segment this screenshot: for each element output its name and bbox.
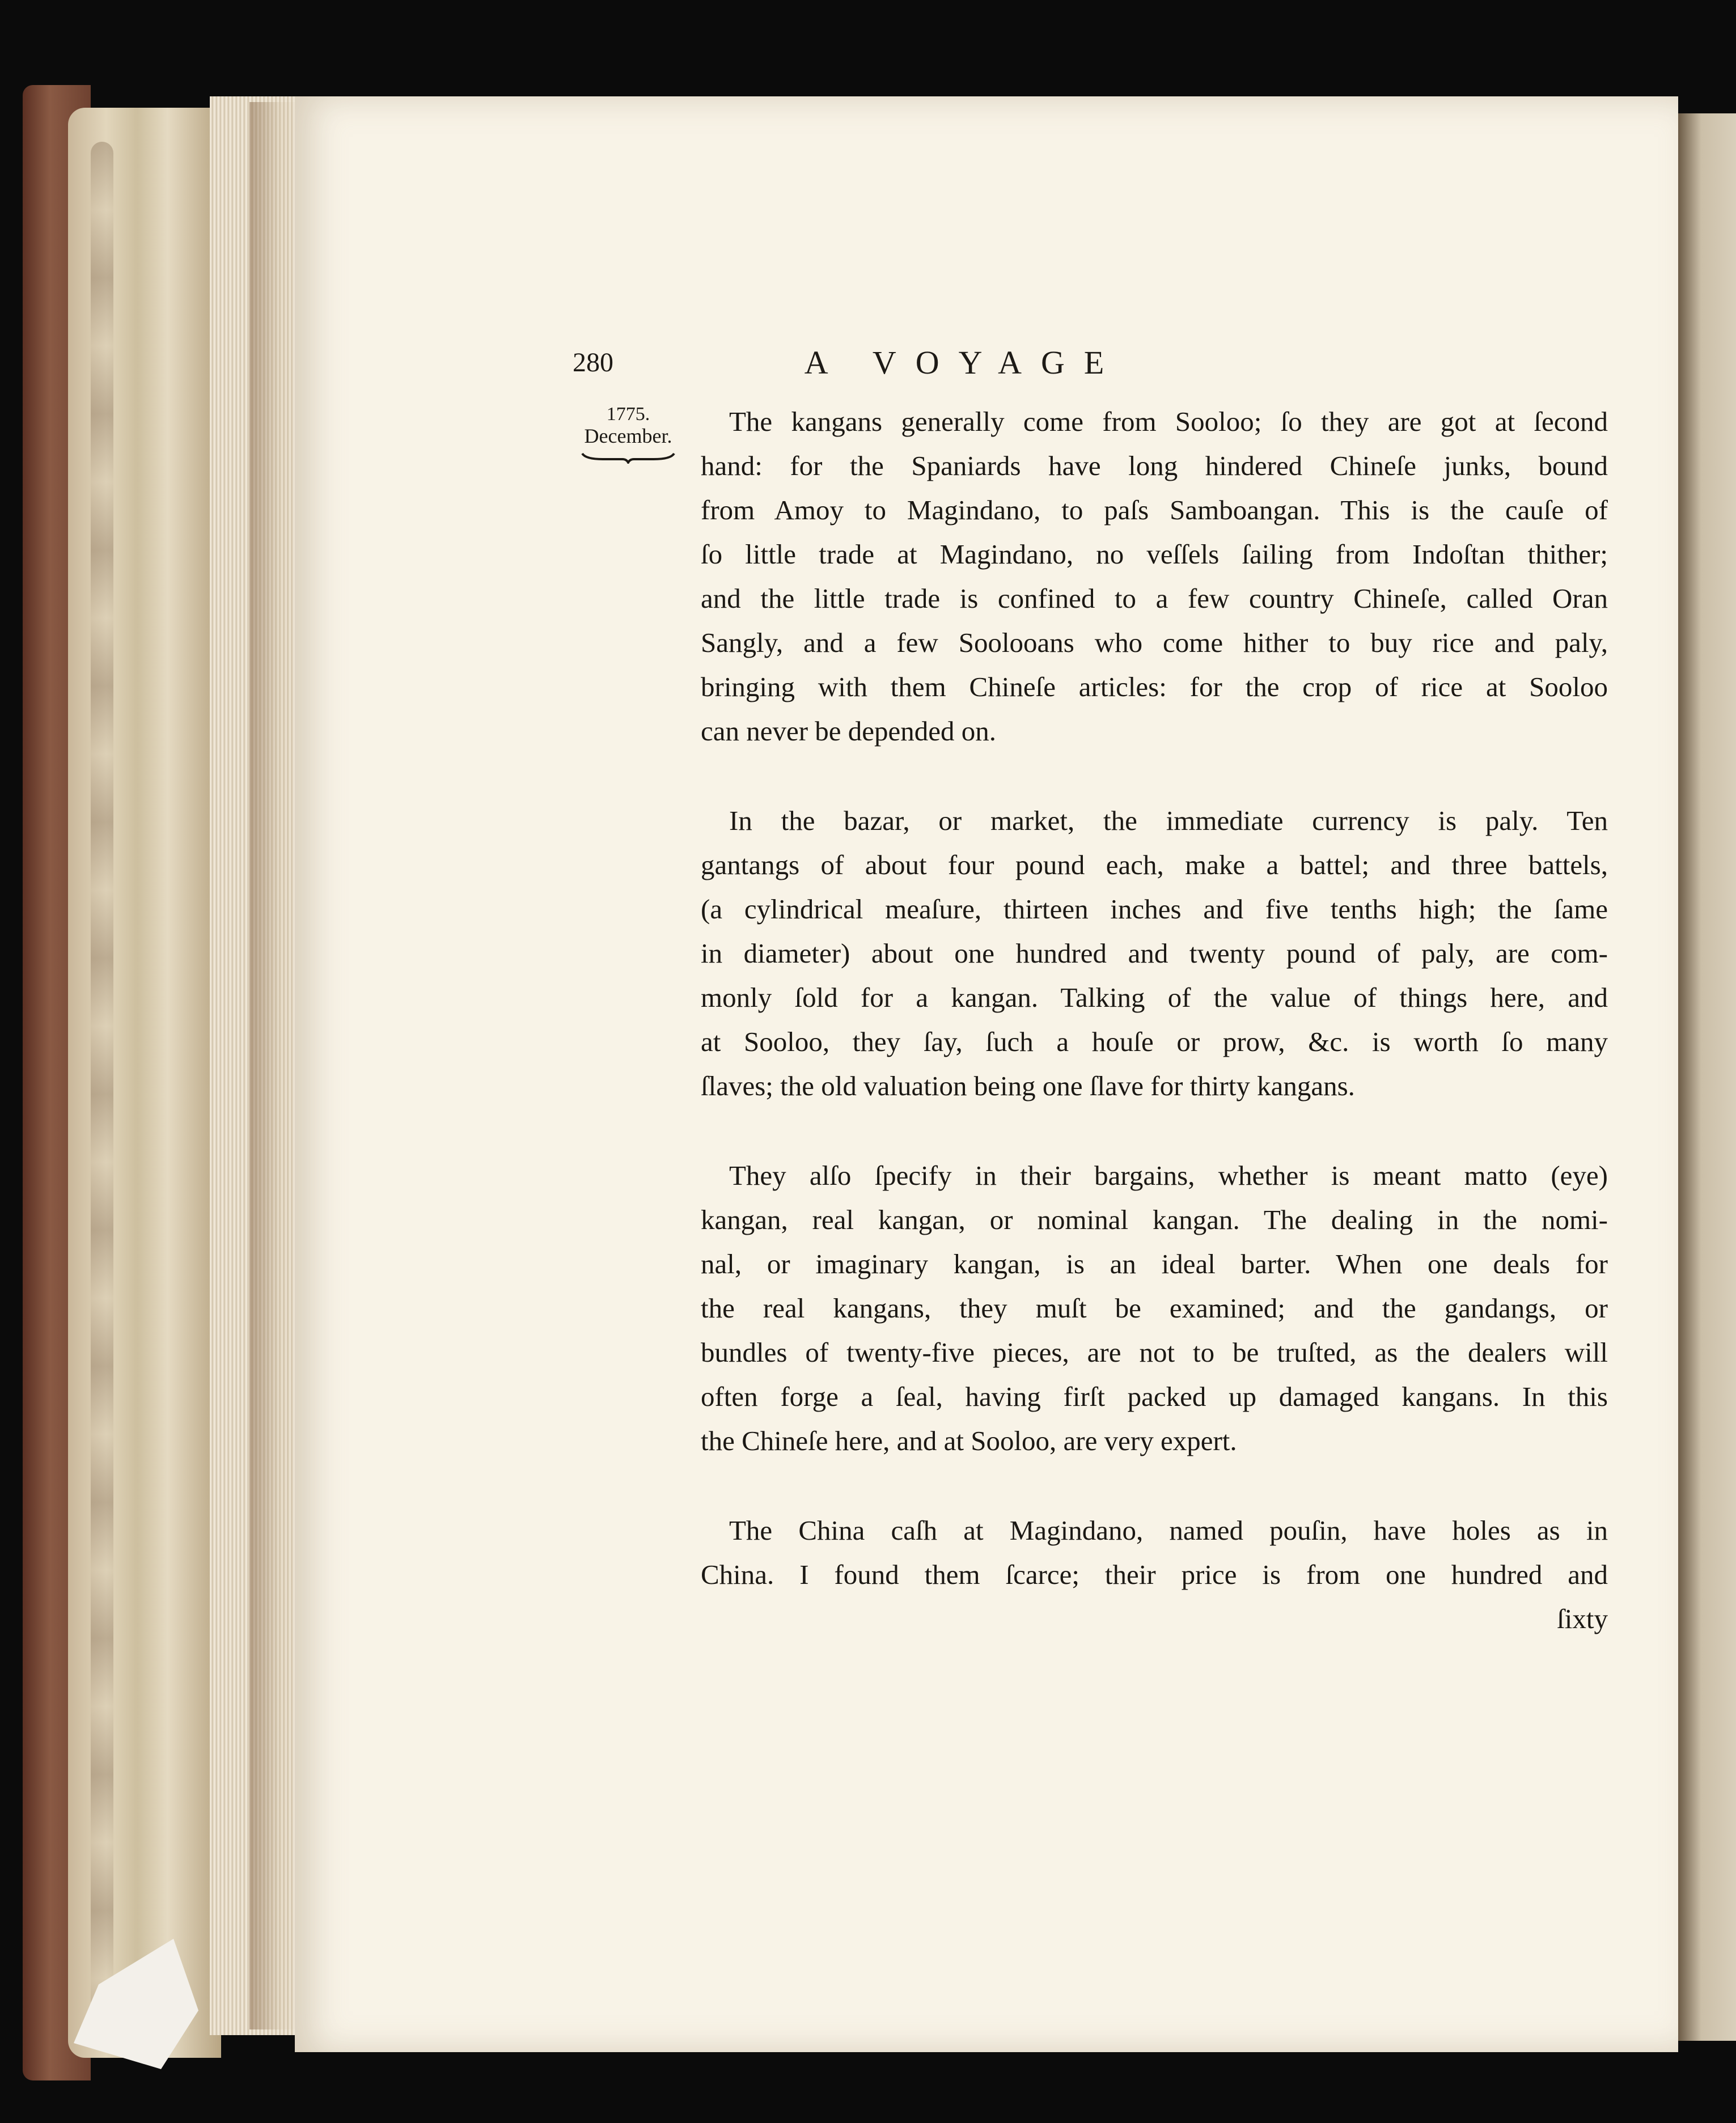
- text-line: nal, or imaginary kangan, is an ideal barter. When one deals for: [701, 1248, 1608, 1279]
- text-line: from Amoy to Magindano, to paſs Samboangan. This is the cauſe of: [701, 494, 1608, 526]
- paragraph-4: [701, 1508, 1608, 1641]
- facing-page-edge: [1678, 113, 1736, 2041]
- text-line: the real kangans, they muſt be examined; and the gandangs, or: [701, 1293, 1608, 1324]
- text-line: gantangs of about four pound each, make a battel; and three battels,: [701, 849, 1608, 880]
- body-text: [701, 400, 1608, 1686]
- text-line: Sangly, and a few Soolooans who come hither to buy rice and paly,: [701, 627, 1608, 658]
- text-line: kangan, real kangan, or nominal kangan. The dealing in the nomi-: [701, 1204, 1608, 1235]
- running-title: A VOYAGE: [804, 344, 1124, 381]
- text-line: the Chineſe here, and at Sooloo, are very expert.: [701, 1425, 1237, 1456]
- text-line: in diameter) about one hundred and twenty pound of paly, are com-: [701, 938, 1608, 969]
- text-line: hand: for the Spaniards have long hindered Chineſe junks, bound: [701, 450, 1608, 481]
- text-line: In the bazar, or market, the immediate currency is paly. Ten: [729, 805, 1608, 836]
- text-line: ſlaves; the old valuation being one ſlave for thirty kangans.: [701, 1070, 1355, 1101]
- text-line: (a cylindrical meaſure, thirteen inches and five tenths high; the ſame: [701, 893, 1608, 925]
- catchword: ſixty: [1557, 1603, 1608, 1634]
- page-number: 280: [573, 348, 613, 378]
- spine-binding: [68, 108, 221, 2058]
- text-line: China. I found them ſcarce; their price is from one hundred and: [701, 1559, 1608, 1590]
- text-line: monly ſold for a kangan. Talking of the value of things here, and: [701, 982, 1608, 1013]
- text-line: ſo little trade at Magindano, no veſſels ſailing from Indoſtan thither;: [701, 539, 1608, 570]
- text-line: and the little trade is confined to a few country Chineſe, called Oran: [701, 583, 1608, 614]
- text-line: The kangans generally come from Sooloo; ſo they are got at ſecond: [729, 406, 1608, 437]
- text-line: at Sooloo, they ſay, ſuch a houſe or prow, &c. is worth ſo many: [701, 1026, 1608, 1057]
- paragraph-2: [701, 799, 1608, 1108]
- text-line: bundles of twenty-five pieces, are not to be truſted, as the dealers will: [701, 1337, 1608, 1368]
- margin-year: 1775.: [606, 404, 650, 425]
- paragraph-1: [701, 400, 1608, 753]
- paragraph-3: [701, 1154, 1608, 1463]
- text-line: They alſo ſpecify in their bargains, whether is meant matto (eye): [729, 1160, 1608, 1191]
- text-line: often forge a ſeal, having firſt packed up damaged kangans. In this: [701, 1381, 1608, 1412]
- text-line: bringing with them Chineſe articles: for the crop of rice at Sooloo: [701, 671, 1608, 702]
- margin-date-note: [571, 404, 685, 464]
- page-header: [573, 344, 1378, 392]
- brace-ornament: [580, 451, 676, 464]
- text-line: The China caſh at Magindano, named pouſin, have holes as in: [729, 1515, 1608, 1546]
- gutter-shadow: [249, 102, 300, 2029]
- text-line: can never be depended on.: [701, 715, 997, 747]
- margin-month: December.: [584, 425, 672, 447]
